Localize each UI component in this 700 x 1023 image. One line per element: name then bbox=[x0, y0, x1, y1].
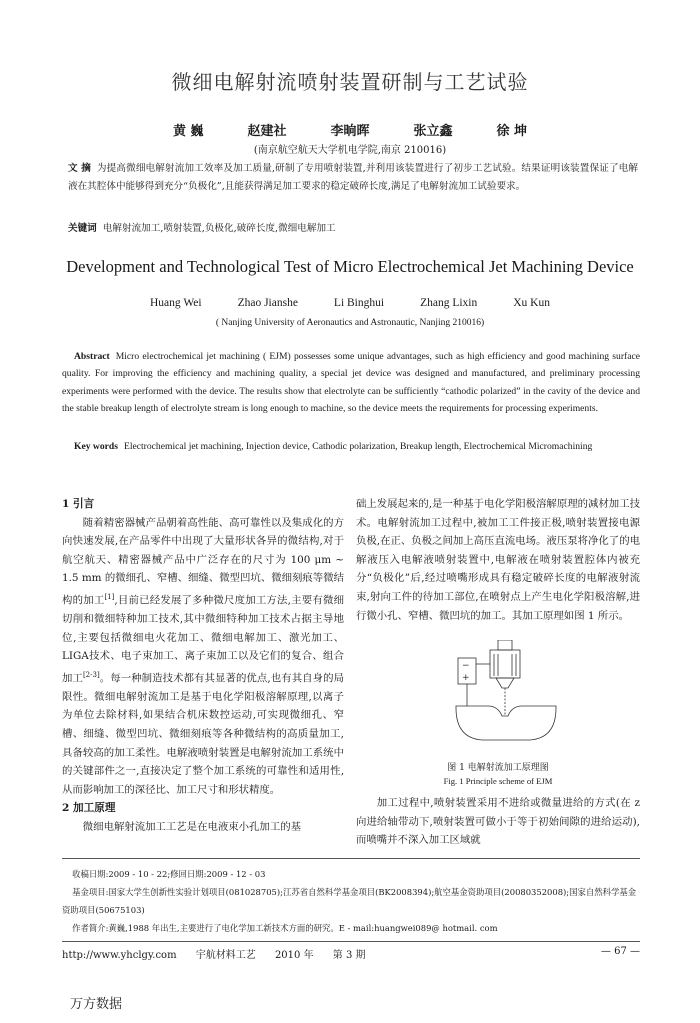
affiliation-cn: (南京航空航天大学机电学院,南京 210016) bbox=[253, 145, 447, 156]
footer-divider bbox=[62, 941, 640, 942]
keywords-en bbox=[62, 438, 640, 455]
page-number: — 67 — bbox=[600, 946, 640, 957]
section-2-paragraph-2: 加工过程中,喷射装置采用不进给或微量进给的方式(在 z 向进给轴带动下,喷射装置可做小于等于初始间隙的进给运动),而喷嘴并不深入加工区域就 bbox=[356, 797, 640, 847]
figure-1-caption-cn: 图 1 电解射流加工原理图 bbox=[447, 763, 549, 773]
author-en: Huang Wei bbox=[150, 297, 202, 309]
figure-1-caption-en: Fig. 1 Principle scheme of EJM bbox=[443, 776, 553, 786]
abstract-en bbox=[62, 348, 640, 418]
journal-url[interactable]: http://www.yhclgy.com bbox=[62, 950, 177, 961]
footnote-dates: 收稿日期:2009 - 10 - 22;修回日期:2009 - 12 - 03 bbox=[72, 869, 266, 879]
footnote-divider bbox=[62, 858, 640, 859]
minus-sign-icon: − bbox=[462, 661, 470, 671]
keywords-cn bbox=[68, 220, 638, 238]
citation-2: [2-3] bbox=[82, 670, 100, 679]
footnotes bbox=[62, 865, 640, 937]
authors-en bbox=[0, 297, 700, 309]
author-en: Zhang Lixin bbox=[420, 297, 478, 309]
section-1-heading: 1 引言 bbox=[62, 498, 95, 510]
author-cn: 黄 巍 bbox=[172, 124, 204, 139]
abstract-cn bbox=[68, 160, 638, 196]
abstract-cn-text: 为提高微细电解射流加工效率及加工质量,研制了专用喷射装置,并利用该装置进行了初步工艺试验。结果证明该装置保证了电解液在其腔体中能够得到充分“负极化”,且能获得满足加工要求的稳定破碎长度,满足了电解射流加工试验要求。 bbox=[68, 163, 638, 192]
footnote-author: 作者简介:黄巍,1988 年出生,主要进行了电化学加工新技术方面的研究。E - mail:huangwei089@ hotmail. com bbox=[72, 923, 498, 933]
figure-1-diagram bbox=[452, 640, 560, 742]
author-cn: 张立鑫 bbox=[413, 124, 453, 139]
electrolyte-inlet bbox=[498, 640, 512, 650]
footnote-funding: 基金项目:国家大学生创新性实验计划项目(081028705);江苏省自然科学基金项目(BK2008394);航空基金资助项目(20080352008);国家自然科学基金资助项目(50675103) bbox=[62, 887, 637, 915]
section-1-paragraph bbox=[62, 514, 344, 800]
author-cn: 李晌晖 bbox=[330, 124, 370, 139]
section-1-text-c: 。每一种制造技术都有其显著的优点,也有其自身的局限性。微细电解射流加工是基于电化学阳极溶解原理,以离子为单位去除材料,如果结合机床数控运动,可实现微细孔、窄槽、细缝、微型凹坑、微细刻痕等各种微结构的高质量加工,具备较高的加工柔性。电解液喷射装置是电解射流加工系统中的关键部件之一,直接决定了整个加工系统的可靠性和适用性,从而影响加工的深径比、加工尺寸和形状精度。 bbox=[62, 672, 344, 796]
authors-cn bbox=[0, 120, 700, 139]
plus-sign-icon: + bbox=[462, 673, 470, 683]
section-1-text-b: ,目前已经发展了多种微尺度加工方法,主要有微细切削和微细特种加工技术,其中微细特种加工技术占据主导地位,主要包括微细电火花加工、微细电解加工、激光加工、LIGA技术、电子束加工、离子束加工以及它们的复合、组合加工 bbox=[62, 594, 345, 685]
abstract-cn-label: 文 摘 bbox=[68, 163, 91, 174]
journal-name: 宇航材料工艺 bbox=[195, 950, 256, 961]
journal-year: 2010 年 bbox=[274, 950, 314, 961]
page-footer bbox=[62, 946, 640, 961]
section-2-paragraph-cont: 础上发展起来的,是一种基于电化学阳极溶解原理的减材加工技术。电解射流加工过程中,被加工工件接正极,喷射装置接电源负极,在正、负极之间加上高压直流电场。液压泵将净化了的电解液压入电解液喷射装置中,电解液在喷射装置腔体内被充分“负极化”后,经过喷嘴形成具有稳定破碎长度的电解液射流束,射向工件的待加工部位,在喷射点上产生电化学阳极溶解,进行微小孔、窄槽、微凹坑的加工。其加工原理如图 1 所示。 bbox=[356, 498, 640, 622]
journal-issue: 第 3 期 bbox=[332, 950, 366, 961]
body-column-left bbox=[62, 495, 344, 837]
jet-device-body bbox=[490, 650, 520, 678]
body-column-right bbox=[356, 495, 640, 625]
author-cn: 徐 坤 bbox=[496, 124, 528, 139]
workpiece bbox=[456, 706, 556, 740]
author-en: Xu Kun bbox=[513, 297, 550, 309]
section-2-heading: 2 加工原理 bbox=[62, 802, 116, 815]
keywords-en-label: Key words bbox=[74, 441, 118, 452]
title-en: Development and Technological Test of Micro Electrochemical Jet Machining Device bbox=[66, 257, 634, 276]
keywords-en-text: Electrochemical jet machining, Injection device, Cathodic polarization, Breakup length, Electrochemical Micromachining bbox=[123, 441, 593, 452]
section-1-text-a: 随着精密器械产品朝着高性能、高可靠性以及集成化的方向快速发展,在产品零件中出现了大量形状各异的微结构,对于航空航天、精密器械产品中广泛存在的尺寸为 100 μm ~ 1.5 mm 的微细孔、窄槽、细缝、微型凹坑、微细刻痕等微结构的加工 bbox=[62, 516, 344, 607]
keywords-cn-label: 关键词 bbox=[68, 223, 97, 234]
abstract-en-label: Abstract bbox=[74, 351, 110, 362]
watermark: 万方数据 bbox=[70, 997, 123, 1012]
keywords-cn-text: 电解射流加工,喷射装置,负极化,破碎长度,微细电解加工 bbox=[102, 223, 336, 234]
author-en: Li Binghui bbox=[333, 297, 385, 309]
title-cn: 微细电解射流喷射装置研制与工艺试验 bbox=[171, 70, 529, 94]
body-column-right-lower bbox=[356, 794, 640, 850]
section-2-paragraph-start: 微细电解射流加工工艺是在电液束小孔加工的基 bbox=[82, 821, 301, 834]
citation-1: [1] bbox=[104, 592, 115, 601]
affiliation-en: ( Nanjing University of Aeronautics and Astronautic, Nanjing 210016) bbox=[215, 318, 485, 328]
nozzle bbox=[496, 678, 514, 688]
author-cn: 赵建社 bbox=[247, 124, 287, 139]
author-en: Zhao Jianshe bbox=[237, 297, 298, 309]
abstract-en-text: Micro electrochemical jet machining ( EJM) possesses some unique advantages, such as high efficiency and good machining surface quality. For improving the efficiency and machining quality, a special jet device was designed and manufactured, and preliminary processing experiments were performed with the device. The results show that electrolyte can be sufficiently “cathodic polarized” in the cavity of the device and the stable breakup length of electrolyte stream is long enough to machine, so the device meets the requirements for processing experiments. bbox=[62, 351, 640, 415]
